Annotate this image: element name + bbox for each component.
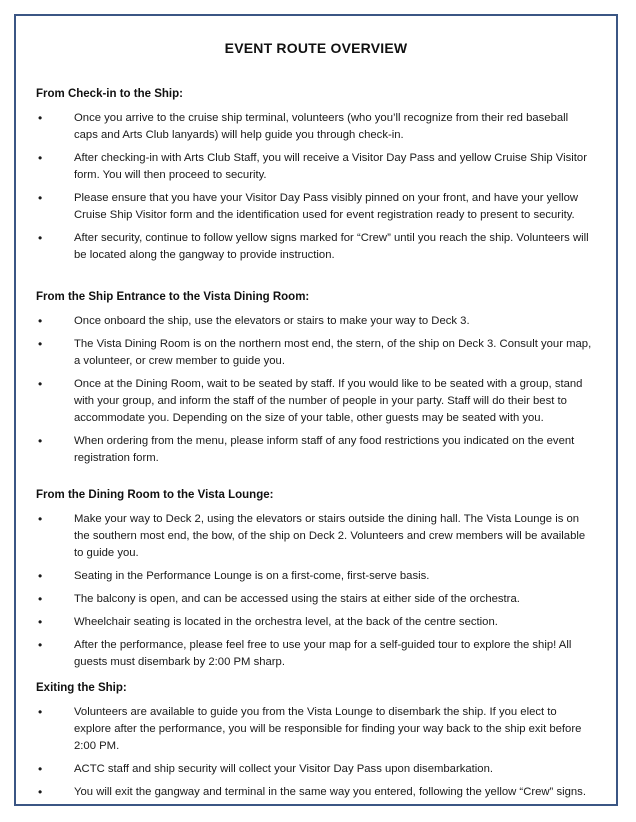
list-item: • Please ensure that you have your Visitor Day Pass visibly pinned on your front, and have your yellow Cruise Ship Visitor form and the identification used for event registration ready to present to security.: [38, 191, 579, 221]
section-ship-entrance: [36, 291, 594, 473]
list-item: • Once at the Dining Room, wait to be seated by staff. If you would like to be seated with a group, stand with your group, and inform the staff of the number of people in your party. Staff will do their best to accommodate you. Depending on the size of your table, other guests may be seated with you.: [38, 377, 583, 424]
section-exiting: [36, 682, 594, 807]
list-item: • When ordering from the menu, please inform staff of any food restrictions you indicated on the event registration form.: [38, 434, 575, 464]
bullet-list: [36, 313, 594, 467]
list-item: • Seating in the Performance Lounge is on a first-come, first-serve basis.: [38, 569, 430, 583]
page-border: [14, 14, 618, 806]
list-item: • You will exit the gangway and terminal in the same way you entered, following the yellow “Crew” signs.: [38, 785, 586, 799]
list-item: • Once you arrive to the cruise ship terminal, volunteers (who you’ll recognize from their red baseball caps and Arts Club lanyards) will help guide you through check-in.: [38, 111, 569, 141]
section-heading: Exiting the Ship:: [36, 682, 127, 694]
list-item: • The balcony is open, and can be accessed using the stairs at either side of the orchestra.: [38, 592, 520, 606]
section-checkin: [36, 88, 594, 270]
bullet-list: [36, 110, 594, 264]
section-dining-room: [36, 489, 594, 677]
list-item: • Volunteers are available to guide you from the Vista Lounge to disembark the ship. If you elect to explore after the performance, you will be responsible for finding your way back to the ship exit before 2:00 PM.: [38, 705, 582, 752]
list-item: • The Vista Dining Room is on the northern most end, the stern, of the ship on Deck 3. Consult your map, a volunteer, or crew member to guide you.: [38, 337, 592, 367]
list-item: • ACTC staff and ship security will collect your Visitor Day Pass upon disembarkation.: [38, 762, 493, 776]
list-item: • After checking-in with Arts Club Staff, you will receive a Visitor Day Pass and yellow Cruise Ship Visitor form. You will then proceed to security.: [38, 151, 587, 181]
list-item: • Once onboard the ship, use the elevators or stairs to make your way to Deck 3.: [38, 314, 470, 328]
bullet-list: [36, 704, 594, 801]
section-heading: From the Ship Entrance to the Vista Dining Room:: [36, 291, 310, 303]
list-item: • After security, continue to follow yellow signs marked for “Crew” until you reach the ship. Volunteers will be located along the gangway to provide instruction.: [38, 231, 589, 261]
bullet-list: [36, 511, 594, 671]
list-item: • Wheelchair seating is located in the orchestra level, at the back of the centre section.: [38, 615, 498, 629]
section-heading: From Check-in to the Ship:: [36, 88, 183, 100]
list-item: • After the performance, please feel free to use your map for a self-guided tour to explore the ship! All guests must disembark by 2:00 PM sharp.: [38, 638, 572, 668]
page-title: EVENT ROUTE OVERVIEW: [224, 40, 408, 56]
list-item: • Make your way to Deck 2, using the elevators or stairs outside the dining hall. The Vista Lounge is on the southern most end, the bow, of the ship on Deck 2. Volunteers and crew members will be available to guide you.: [38, 512, 586, 559]
section-heading: From the Dining Room to the Vista Lounge:: [36, 489, 274, 501]
